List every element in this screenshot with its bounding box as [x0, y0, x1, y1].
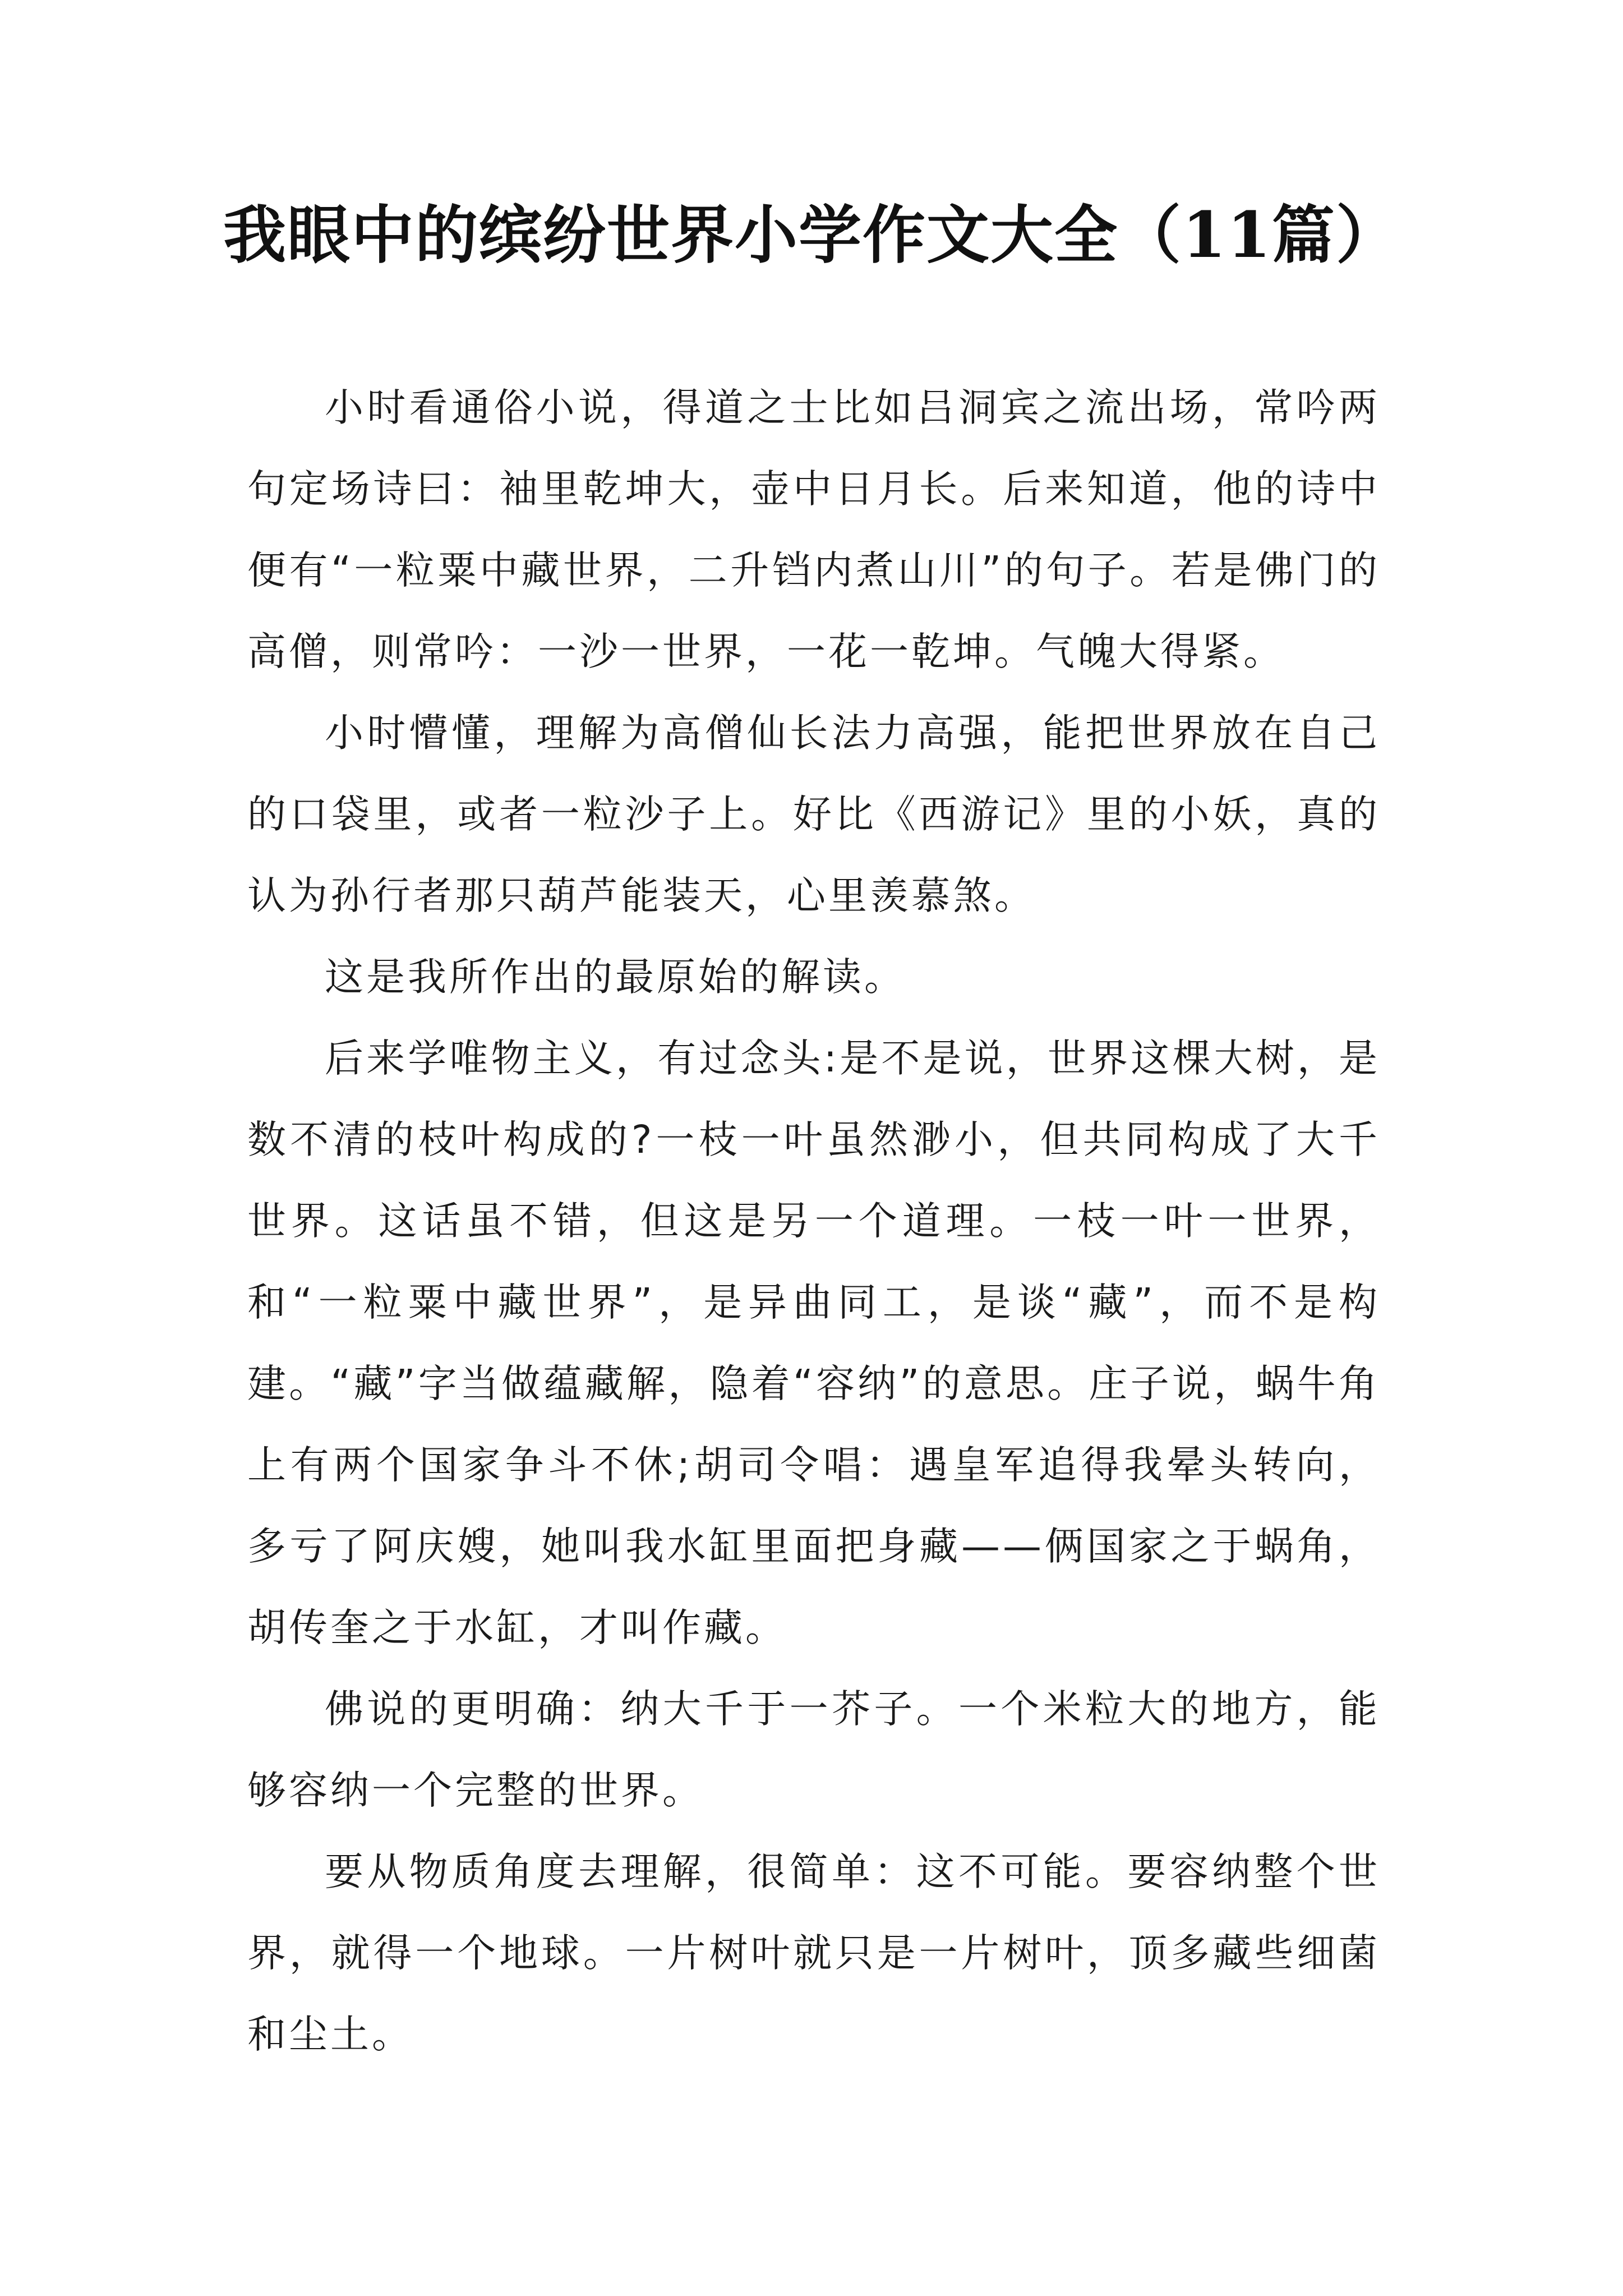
paragraph-2: 小时懵懂，理解为高僧仙长法力高强，能把世界放在自己的口袋里，或者一粒沙子上。好比《西游记》里的小妖，真的认为孙行者那只葫芦能装天，心里羡慕煞。 — [247, 711, 1380, 918]
paragraph-6: 要从物质角度去理解，很简单：这不可能。要容纳整个世界，就得一个地球。一片树叶就只是一片树叶，顶多藏些细菌和尘土。 — [247, 1849, 1380, 2057]
paragraph-1: 小时看通俗小说，得道之士比如吕洞宾之流出场，常吟两句定场诗曰：袖里乾坤大，壶中日月长。后来知道，他的诗中便有“一粒粟中藏世界，二升铛内煮山川”的句子。若是佛门的高僧，则常吟：一沙一世界，一花一乾坤。气魄大得紧。 — [247, 385, 1380, 674]
paragraph-5: 佛说的更明确：纳大千于一芥子。一个米粒大的地方，能够容纳一个完整的世界。 — [247, 1687, 1380, 1813]
document-body — [247, 367, 1380, 2076]
paragraph-4: 后来学唯物主义，有过念头:是不是说，世界这棵大树，是数不清的枝叶构成的?一枝一叶虽然渺小，但共同构成了大千世界。这话虽不错，但这是另一个道理。一枝一叶一世界，和“一粒粟中藏世界”，是异曲同工，是谈“藏”，而不是构建。“藏”字当做蕴藏解，隐着“容纳”的意思。庄子说，蜗牛角上有两个国家争斗不休;胡司令唱：遇皇军追得我晕头转向，多亏了阿庆嫂，她叫我水缸里面把身藏——俩国家之于蜗角，胡传奎之于水缸，才叫作藏。 — [247, 1036, 1380, 1650]
paragraph-3: 这是我所作出的最原始的解读。 — [325, 955, 906, 1000]
document-title: 我眼中的缤纷世界小学作文大全（11篇） — [223, 199, 1400, 272]
